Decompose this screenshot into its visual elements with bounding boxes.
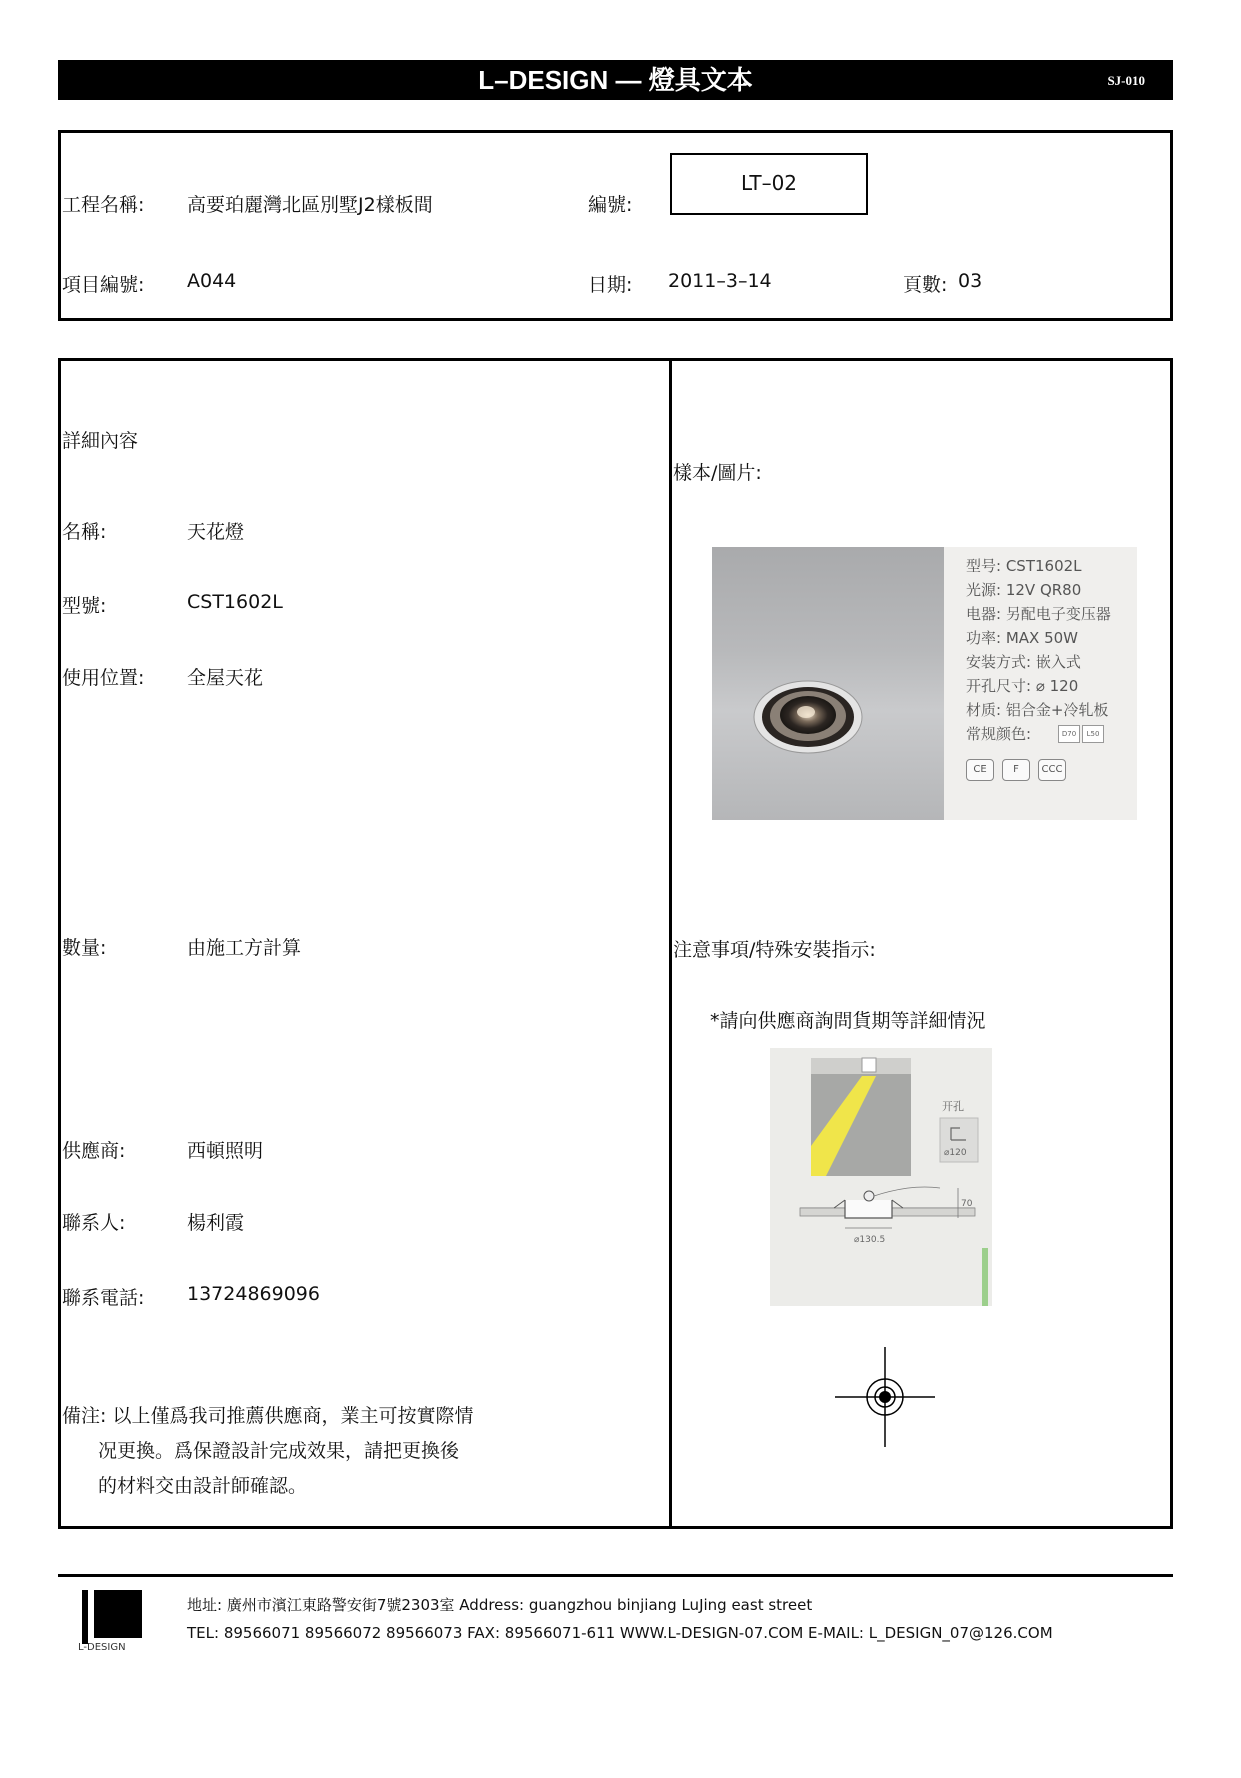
footer-rule: [58, 1574, 1173, 1577]
supplier: 西頓照明: [187, 1140, 264, 1162]
cutout-label: 开孔: [942, 1100, 964, 1113]
diagram-diameter: ⌀130.5: [854, 1235, 886, 1245]
notes-heading: 注意事項/特殊安裝指示:: [673, 939, 876, 961]
photo-ceiling: [712, 547, 944, 820]
spec-line: 功率: MAX 50W: [966, 629, 1078, 647]
spec-line: 安装方式: 嵌入式: [966, 653, 1081, 671]
remark-line-3: 的材料交由設計師確認。: [98, 1475, 308, 1497]
company-logo-icon: [82, 1590, 142, 1650]
item-no-label: 項目編號:: [62, 274, 145, 296]
product-photo: [712, 547, 1137, 820]
diagram-height: 70: [961, 1199, 973, 1209]
spec-sheet: [944, 547, 1137, 820]
quantity-label: 數量:: [62, 937, 107, 959]
remark-line-2: 况更換。爲保證設計完成效果，請把更換後: [98, 1440, 460, 1462]
color-swatch-d70: D70: [1058, 725, 1080, 743]
cutout-size: ⌀120: [944, 1148, 967, 1158]
footer-contacts: TEL: 89566071 89566072 89566073 FAX: 89566071-611 WWW.L-DESIGN-07.COM E-MAIL: L_DESIGN_07@126.COM: [187, 1624, 1053, 1642]
sample-heading: 樣本/圖片:: [673, 462, 762, 484]
location: 全屋天花: [187, 667, 264, 689]
number-label: 編號:: [588, 194, 633, 216]
phone: 13724869096: [187, 1283, 320, 1305]
phone-label: 聯系電話:: [62, 1287, 145, 1309]
item-no: A044: [187, 270, 237, 292]
title-bar: [58, 60, 1173, 100]
model: CST1602L: [187, 591, 283, 613]
page-label: 頁數:: [903, 274, 948, 296]
spec-line: 常规颜色:: [966, 725, 1032, 743]
document-title: L–DESIGN — 燈具文本: [478, 65, 753, 95]
location-label: 使用位置:: [62, 667, 145, 689]
installation-diagram: [770, 1048, 992, 1306]
installation-drawing: [770, 1048, 992, 1306]
spec-line: 开孔尺寸: ⌀ 120: [966, 677, 1079, 695]
spec-line: 材质: 铝合金+冷轧板: [966, 701, 1109, 719]
date: 2011–3–14: [668, 270, 772, 292]
project-name-label: 工程名稱:: [62, 194, 145, 216]
spec-line: 电器: 另配电子变压器: [966, 605, 1111, 623]
footer-address: 地址: 廣州市濱江東路警安街7號2303室 Address: guangzhou binjiang LuJing east street: [187, 1596, 813, 1614]
ccc-cert-icon: CCC: [1038, 759, 1066, 781]
column-divider: [669, 361, 672, 1526]
f-cert-icon: F: [1002, 759, 1030, 781]
project-name: 高要珀麗灣北區別墅J2樣板間: [187, 194, 433, 216]
page-number: 03: [958, 270, 983, 292]
registration-mark-icon: [835, 1347, 935, 1447]
contact: 楊利霞: [187, 1212, 245, 1234]
quantity: 由施工方計算: [187, 937, 302, 959]
supplier-label: 供應商:: [62, 1140, 126, 1162]
document-code: SJ-010: [1107, 73, 1145, 88]
model-label: 型號:: [62, 595, 107, 617]
fixture-name: 天花燈: [187, 521, 245, 543]
notes-text: *請向供應商詢問貨期等詳細情況: [710, 1010, 986, 1032]
date-label: 日期:: [588, 274, 633, 296]
spec-line: 光源: 12V QR80: [966, 581, 1082, 599]
downlight-illustration: [712, 547, 944, 820]
color-swatch-l50: L50: [1082, 725, 1104, 743]
ce-cert-icon: CE: [966, 759, 994, 781]
remark-line-1: 備注: 以上僅爲我司推薦供應商，業主可按實際情: [62, 1405, 474, 1427]
logo-text: L-DESIGN: [78, 1642, 126, 1653]
details-heading: 詳細內容: [62, 430, 139, 452]
number-box: LT–02: [670, 153, 868, 215]
name-label: 名稱:: [62, 521, 107, 543]
spec-line: 型号: CST1602L: [966, 557, 1082, 575]
contact-label: 聯系人:: [62, 1212, 126, 1234]
